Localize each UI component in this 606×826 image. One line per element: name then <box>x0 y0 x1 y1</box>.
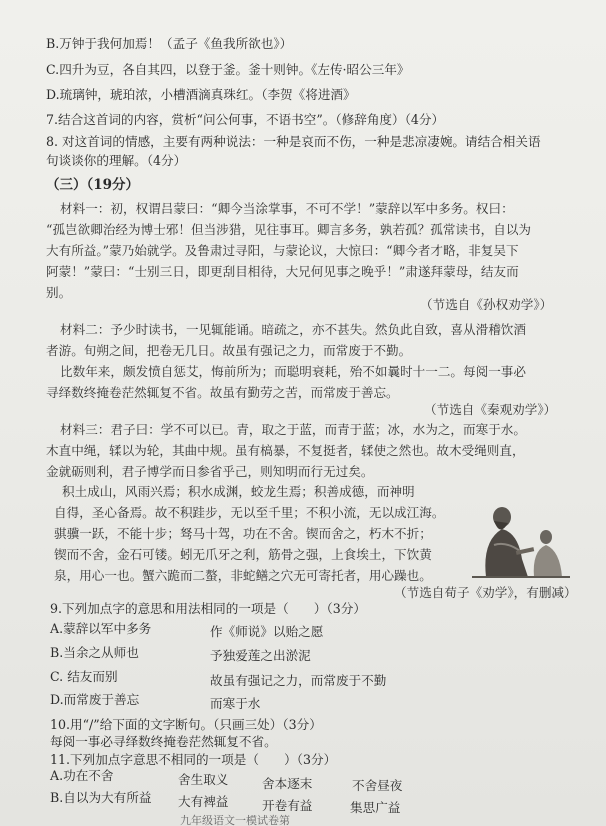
page-footer: 九年级语文一模试卷第 <box>180 814 290 826</box>
question-10-text: 每阅一事必寻绎数终掩卷茫然辄复不省。 <box>50 734 277 749</box>
material-1-line-3: 大有所益。”蒙乃始就学。及鲁肃过寻阳，与蒙论议，大惊曰：“卿今者才略，非复吴下 <box>46 243 519 258</box>
question-11-stem: 11.下列加点字意思不相同的一项是（ ）（3分） <box>50 752 337 767</box>
q9-option-c-right: 故虽有强记之力，而常废于不勤 <box>210 673 387 688</box>
q9-option-b-left: B.当余之从师也 <box>50 645 139 660</box>
material-3-line-2: 木直中绳，𫐓以为轮，其曲中规。虽有槁暴，不复挺者，𫐓使之然也。故木受绳则直， <box>46 443 525 458</box>
q11-option-b-word-3: 集思广益 <box>350 800 401 815</box>
material-2-source: （节选自《秦观劝学》） <box>424 402 557 417</box>
material-1-line-5: 别。 <box>46 285 72 300</box>
material-1-line-4: 阿蒙！”蒙曰：“士别三日，即更刮目相待，大兄何见事之晚乎！”肃遂拜蒙母，结友而 <box>46 264 519 279</box>
q9-option-d-left: D.而常废于善忘 <box>50 692 140 707</box>
material-3-line-1: 材料三：君子曰：学不可以已。青，取之于蓝，而青于蓝；冰，水为之，而寒于水。 <box>60 422 526 437</box>
question-10-stem: 10.用“/”给下面的文字断句。（只画三处）（3分） <box>50 717 322 732</box>
q9-option-a-right: 作《师说》以贻之愿 <box>210 624 324 639</box>
question-7: 7.结合这首词的内容，赏析“问公何事，不语书空”。（修辞角度）（4分） <box>46 112 445 127</box>
material-2-line-1: 材料二：予少时读书，一见辄能诵。暗疏之，亦不甚失。然负此自致，喜从滑稽饮酒 <box>60 322 526 337</box>
q11-option-a-word-3: 不舍昼夜 <box>352 778 403 793</box>
question-8-line-2: 句谈谈你的理解。（4分） <box>46 153 187 168</box>
material-3-line-6: 骐骥一跃，不能十步；驽马十驾，功在不舍。锲而舍之，朽木不折； <box>54 526 432 541</box>
material-3-source: （节选自荀子《劝学》，有删减） <box>394 585 577 600</box>
material-3-line-3: 金就砺则利，君子博学而日参省乎己，则知明而行无过矣。 <box>46 464 374 479</box>
q11-option-a-word-1: 舍生取义 <box>178 772 229 787</box>
q6-option-c: C.四升为豆，各自其四，以登于釜。釜十则钟。《左传·昭公三年》 <box>46 62 410 77</box>
material-2-line-2: 者游。旬朔之间，把卷无几日。故虽有强记之力，而常废于不勤。 <box>46 343 412 358</box>
q6-option-d: D.琉璃钟，琥珀浓，小槽酒滴真珠红。（李贺《将进酒》 <box>46 87 356 102</box>
q9-option-a-left: A.蒙辞以军中多务 <box>50 621 152 636</box>
q11-option-b-label: B.自以为大有所益 <box>50 790 152 805</box>
section-3-heading: （三）（19分） <box>46 177 140 193</box>
q11-option-b-word-1: 大有裨益 <box>178 794 229 809</box>
material-1-line-1: 材料一：初，权谓吕蒙曰：“卿今当涂掌事，不可不学！”蒙辞以军中多务。权曰： <box>60 201 514 216</box>
material-1-source: （节选自《孙权劝学》） <box>420 297 553 312</box>
material-3-line-5: 自得，圣心备焉。故不积跬步，无以至千里；不积小流，无以成江海。 <box>54 505 445 520</box>
q9-option-d-right: 而寒于水 <box>210 696 261 711</box>
question-8-line-1: 8. 对这首词的情感，主要有两种说法：一种是哀而不伤，一种是悲凉凄婉。请结合相关语 <box>46 134 541 149</box>
q11-option-b-word-2: 开卷有益 <box>262 798 313 813</box>
question-9-stem: 9.下列加点字的意思和用法相同的一项是（ ）（3分） <box>50 601 366 616</box>
material-3-line-7: 锲而不舍，金石可镂。蚓无爪牙之利，筋骨之强，上食埃土，下饮黄 <box>54 547 432 562</box>
q9-option-b-right: 予独爱莲之出淤泥 <box>210 648 311 663</box>
q6-option-b: B.万钟于我何加焉！（孟子《鱼我所欲也》） <box>46 36 293 51</box>
q11-option-a-word-2: 舍本逐末 <box>262 776 313 791</box>
material-3-line-4: 积土成山，风雨兴焉；积水成渊，蛟龙生焉；积善成德，而神明 <box>62 484 415 499</box>
material-2-line-4: 寻绎数终掩卷茫然辄复不省。故虽有勤劳之苦，而常废于善忘。 <box>46 385 399 400</box>
q11-option-a-label: A.功在不舍 <box>50 768 114 783</box>
material-1-line-2: “孤岂欲卿治经为博士邪！但当涉猎，见往事耳。卿言多务，孰若孤？孤常读书，自以为 <box>46 222 532 237</box>
material-3-line-8: 泉，用心一也。蟹六跪而二螯，非蛇鳝之穴无可寄托者，用心躁也。 <box>54 568 432 583</box>
q9-option-c-left: C. 结友而别 <box>50 669 118 684</box>
material-2-line-3: 比数年来，颇发愤自惩艾，悔前所为；而聪明衰耗，殆不如曩时十一二。每阅一事必 <box>60 364 526 379</box>
xunzi-illustration <box>472 497 570 579</box>
